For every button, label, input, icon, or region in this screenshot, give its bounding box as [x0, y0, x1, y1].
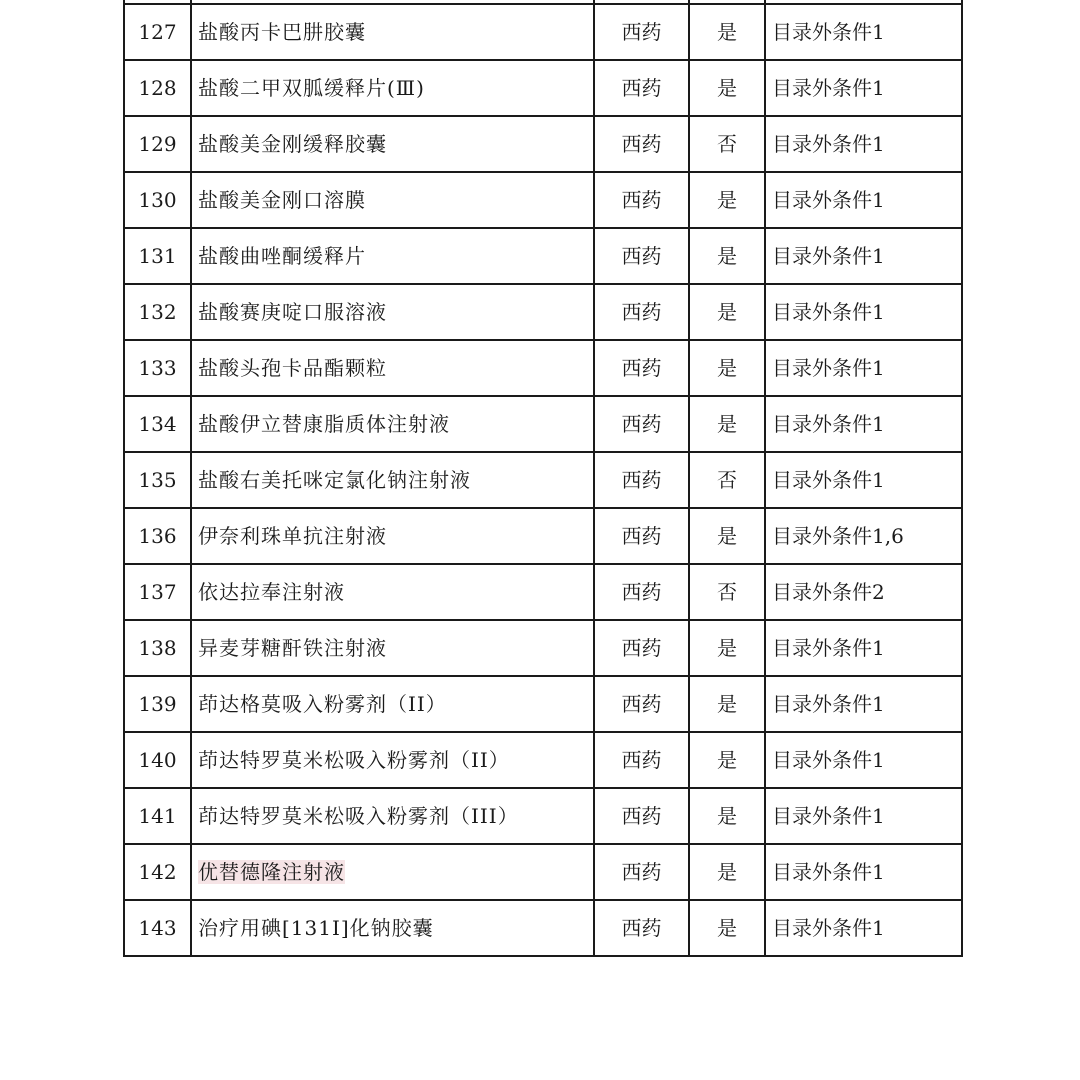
drug-name: 盐酸赛庚啶口服溶液 [191, 284, 594, 340]
row-number: 134 [124, 396, 191, 452]
condition-text: 目录外条件1 [765, 620, 962, 676]
row-number: 137 [124, 564, 191, 620]
yes-no-flag: 否 [689, 116, 765, 172]
yes-no-flag: 是 [689, 620, 765, 676]
drug-category: 西药 [594, 844, 689, 900]
table-row [124, 60, 962, 116]
yes-no-flag: 是 [689, 284, 765, 340]
table-row [124, 732, 962, 788]
drug-category: 西药 [594, 60, 689, 116]
row-number: 131 [124, 228, 191, 284]
drug-name: 盐酸伊立替康脂质体注射液 [191, 396, 594, 452]
table-row [124, 172, 962, 228]
drug-category: 西药 [594, 732, 689, 788]
table-row [124, 676, 962, 732]
row-number: 135 [124, 452, 191, 508]
table-row [124, 340, 962, 396]
row-number: 139 [124, 676, 191, 732]
row-number: 140 [124, 732, 191, 788]
drug-category: 西药 [594, 508, 689, 564]
table-row [124, 396, 962, 452]
yes-no-flag: 是 [689, 900, 765, 956]
drug-name: 盐酸右美托咪定氯化钠注射液 [191, 452, 594, 508]
yes-no-flag: 是 [689, 732, 765, 788]
row-number: 133 [124, 340, 191, 396]
yes-no-flag: 是 [689, 788, 765, 844]
row-number: 127 [124, 4, 191, 60]
drug-category: 西药 [594, 564, 689, 620]
table-row [124, 620, 962, 676]
row-number: 143 [124, 900, 191, 956]
row-number: 129 [124, 116, 191, 172]
drug-category: 西药 [594, 788, 689, 844]
yes-no-flag: 否 [689, 564, 765, 620]
drug-name: 茚达格莫吸入粉雾剂（II） [191, 676, 594, 732]
condition-text: 目录外条件1 [765, 284, 962, 340]
yes-no-flag: 是 [689, 60, 765, 116]
drug-category: 西药 [594, 620, 689, 676]
drug-category: 西药 [594, 676, 689, 732]
table-row [124, 508, 962, 564]
yes-no-flag: 是 [689, 508, 765, 564]
highlighted-drug-name: 优替德隆注射液 [198, 860, 345, 884]
condition-text: 目录外条件1,6 [765, 508, 962, 564]
drug-category: 西药 [594, 340, 689, 396]
drug-category: 西药 [594, 228, 689, 284]
condition-text: 目录外条件1 [765, 228, 962, 284]
table-row [124, 844, 962, 900]
drug-name: 盐酸美金刚缓释胶囊 [191, 116, 594, 172]
row-number: 141 [124, 788, 191, 844]
row-number: 128 [124, 60, 191, 116]
drug-category: 西药 [594, 4, 689, 60]
row-number: 138 [124, 620, 191, 676]
condition-text: 目录外条件1 [765, 172, 962, 228]
yes-no-flag: 是 [689, 4, 765, 60]
drug-category: 西药 [594, 900, 689, 956]
drug-name: 异麦芽糖酐铁注射液 [191, 620, 594, 676]
drug-category: 西药 [594, 284, 689, 340]
condition-text: 目录外条件1 [765, 900, 962, 956]
condition-text: 目录外条件1 [765, 452, 962, 508]
drug-name: 盐酸美金刚口溶膜 [191, 172, 594, 228]
condition-text: 目录外条件1 [765, 788, 962, 844]
yes-no-flag: 是 [689, 340, 765, 396]
drug-name: 茚达特罗莫米松吸入粉雾剂（III） [191, 788, 594, 844]
drug-category: 西药 [594, 396, 689, 452]
drug-name: 盐酸二甲双胍缓释片(Ⅲ) [191, 60, 594, 116]
table-row [124, 284, 962, 340]
row-number: 136 [124, 508, 191, 564]
table-row [124, 4, 962, 60]
row-number: 130 [124, 172, 191, 228]
drug-name [191, 844, 594, 900]
condition-text: 目录外条件1 [765, 732, 962, 788]
drug-category: 西药 [594, 172, 689, 228]
condition-text: 目录外条件1 [765, 676, 962, 732]
yes-no-flag: 是 [689, 844, 765, 900]
condition-text: 目录外条件1 [765, 116, 962, 172]
table-row [124, 228, 962, 284]
yes-no-flag: 是 [689, 396, 765, 452]
table-row [124, 116, 962, 172]
table-row [124, 452, 962, 508]
table-row [124, 564, 962, 620]
yes-no-flag: 是 [689, 676, 765, 732]
condition-text: 目录外条件2 [765, 564, 962, 620]
drug-name: 依达拉奉注射液 [191, 564, 594, 620]
drug-list-table [123, 0, 963, 957]
condition-text: 目录外条件1 [765, 4, 962, 60]
drug-name: 茚达特罗莫米松吸入粉雾剂（II） [191, 732, 594, 788]
drug-name: 盐酸曲唑酮缓释片 [191, 228, 594, 284]
table-row [124, 900, 962, 956]
drug-category: 西药 [594, 452, 689, 508]
row-number: 142 [124, 844, 191, 900]
yes-no-flag: 是 [689, 228, 765, 284]
condition-text: 目录外条件1 [765, 396, 962, 452]
condition-text: 目录外条件1 [765, 340, 962, 396]
yes-no-flag: 否 [689, 452, 765, 508]
drug-name: 伊奈利珠单抗注射液 [191, 508, 594, 564]
yes-no-flag: 是 [689, 172, 765, 228]
row-number: 132 [124, 284, 191, 340]
drug-name: 盐酸头孢卡品酯颗粒 [191, 340, 594, 396]
drug-name: 盐酸丙卡巴肼胶囊 [191, 4, 594, 60]
condition-text: 目录外条件1 [765, 60, 962, 116]
table-row [124, 788, 962, 844]
drug-name: 治疗用碘[131I]化钠胶囊 [191, 900, 594, 956]
drug-category: 西药 [594, 116, 689, 172]
condition-text: 目录外条件1 [765, 844, 962, 900]
